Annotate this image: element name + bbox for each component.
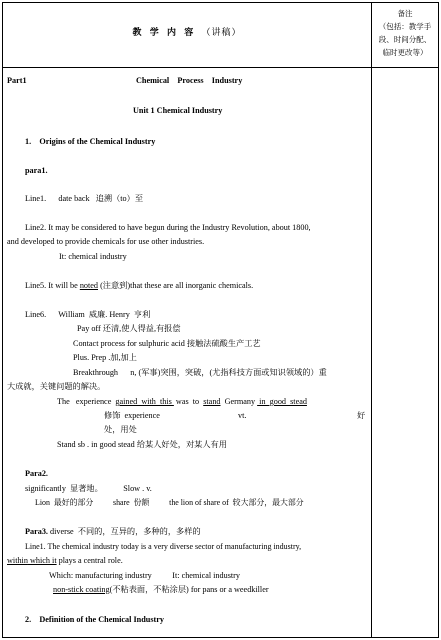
line7-vt: vt. (238, 411, 247, 420)
header-main-sub: （讲稿） (201, 27, 242, 37)
para1-heading: para1. (25, 166, 48, 175)
lecture-page (2, 2, 439, 638)
para2-lion: Lion 最好的部分 share 份额 the lion of share of 较大部分，最大部分 (35, 498, 304, 507)
line7-part-a: The experience (57, 397, 116, 406)
para3-which-it: which it (27, 556, 57, 565)
para3-line1-b (7, 555, 123, 567)
notes-title: 备注 (397, 9, 413, 18)
notes-line-2: 段、时间分配、 (378, 35, 432, 44)
para3-nonstick-desc: (不粘表面，不粘涂层) for pans or a weedkiller (109, 585, 269, 594)
line5-part-a: Line5. It will be (25, 281, 80, 290)
para3-nonstick (53, 584, 269, 596)
notes-line-3: 临时更改等） (382, 48, 428, 57)
line7-underlined-1: gained with this (115, 397, 174, 406)
line7-part-b: was to (173, 397, 204, 406)
para3-line1-a: Line1. The chemical industry today is a very diverse sector of manufacturing industry, (25, 542, 302, 551)
line6-plus: Plus. Prep .加,加上 (73, 353, 137, 362)
para3-which: Which: manufacturing industry It: chemical industry (49, 571, 240, 580)
para3-plays: plays a central role. (56, 556, 123, 565)
line8-text: Stand sb . in good stead 给某人好处，对某人有用 (57, 440, 227, 449)
line2-text-a: Line2. It may be considered to have begun during the Industry Revolution, about 1800, (25, 223, 311, 232)
para3-diverse: diverse 不同的，互异的，多种的，多样的 (47, 527, 201, 536)
part-title: Chemical Process Industry (136, 76, 243, 85)
line7-use: 处，用处 (104, 425, 137, 434)
line2-text-c: It: chemical industry (59, 252, 127, 261)
line6-breakthrough-cont: 大成就，关键问题的解决。 (7, 382, 106, 391)
line7-underlined-2: stand (203, 397, 221, 406)
header-divider (3, 67, 438, 68)
line7-underlined-3: in good stead (257, 397, 307, 406)
line7-part-c: Germany (220, 397, 258, 406)
line5-text (25, 280, 253, 292)
header-notes (372, 7, 438, 59)
header-main-label: 教 学 内 容 (132, 27, 197, 37)
notes-line-1: （包括：教学手 (378, 22, 432, 31)
line5-part-b: (注意到)that these are all inorganic chemicals. (98, 281, 254, 290)
part-label: Part1 (7, 76, 27, 85)
section-1-heading: 1. Origins of the Chemical Industry (25, 137, 156, 146)
line6-breakthrough: Breakthrough n, (军事)突围，突破，(尤指科技方面或知识领域的）重 (73, 368, 327, 377)
para3-heading: Para3. (25, 527, 48, 536)
line1-text: Line1. date back 追溯（to）至 (25, 194, 144, 203)
line2-text-b: and developed to provide chemicals for use other industries. (7, 237, 205, 246)
line7-good: 好 (357, 411, 366, 420)
header-content-label (3, 25, 371, 38)
para3-within: within (7, 556, 28, 565)
line6-contact: Contact process for sulphuric acid 接触法硫酸生产工艺 (73, 339, 261, 348)
section-2-heading: 2. Definition of the Chemical Industry (25, 615, 164, 624)
line7-text (57, 396, 307, 408)
line6-text: Line6. William 威廉. Henry 亨利 (25, 310, 151, 319)
line6-payoff: Pay off 还清,使人得益,有报偿 (77, 324, 181, 333)
unit-title: Unit 1 Chemical Industry (133, 106, 223, 115)
line7-modifies: 修饰 experience (104, 411, 160, 420)
para2-heading: Para2. (25, 469, 48, 478)
column-divider (371, 3, 372, 637)
para3-nonstick-term: non-stick coating (53, 585, 110, 594)
para2-significantly: significantly 显著地。 Slow . v. (25, 484, 152, 493)
para3-line (25, 526, 201, 538)
line5-underlined: noted (79, 281, 99, 290)
